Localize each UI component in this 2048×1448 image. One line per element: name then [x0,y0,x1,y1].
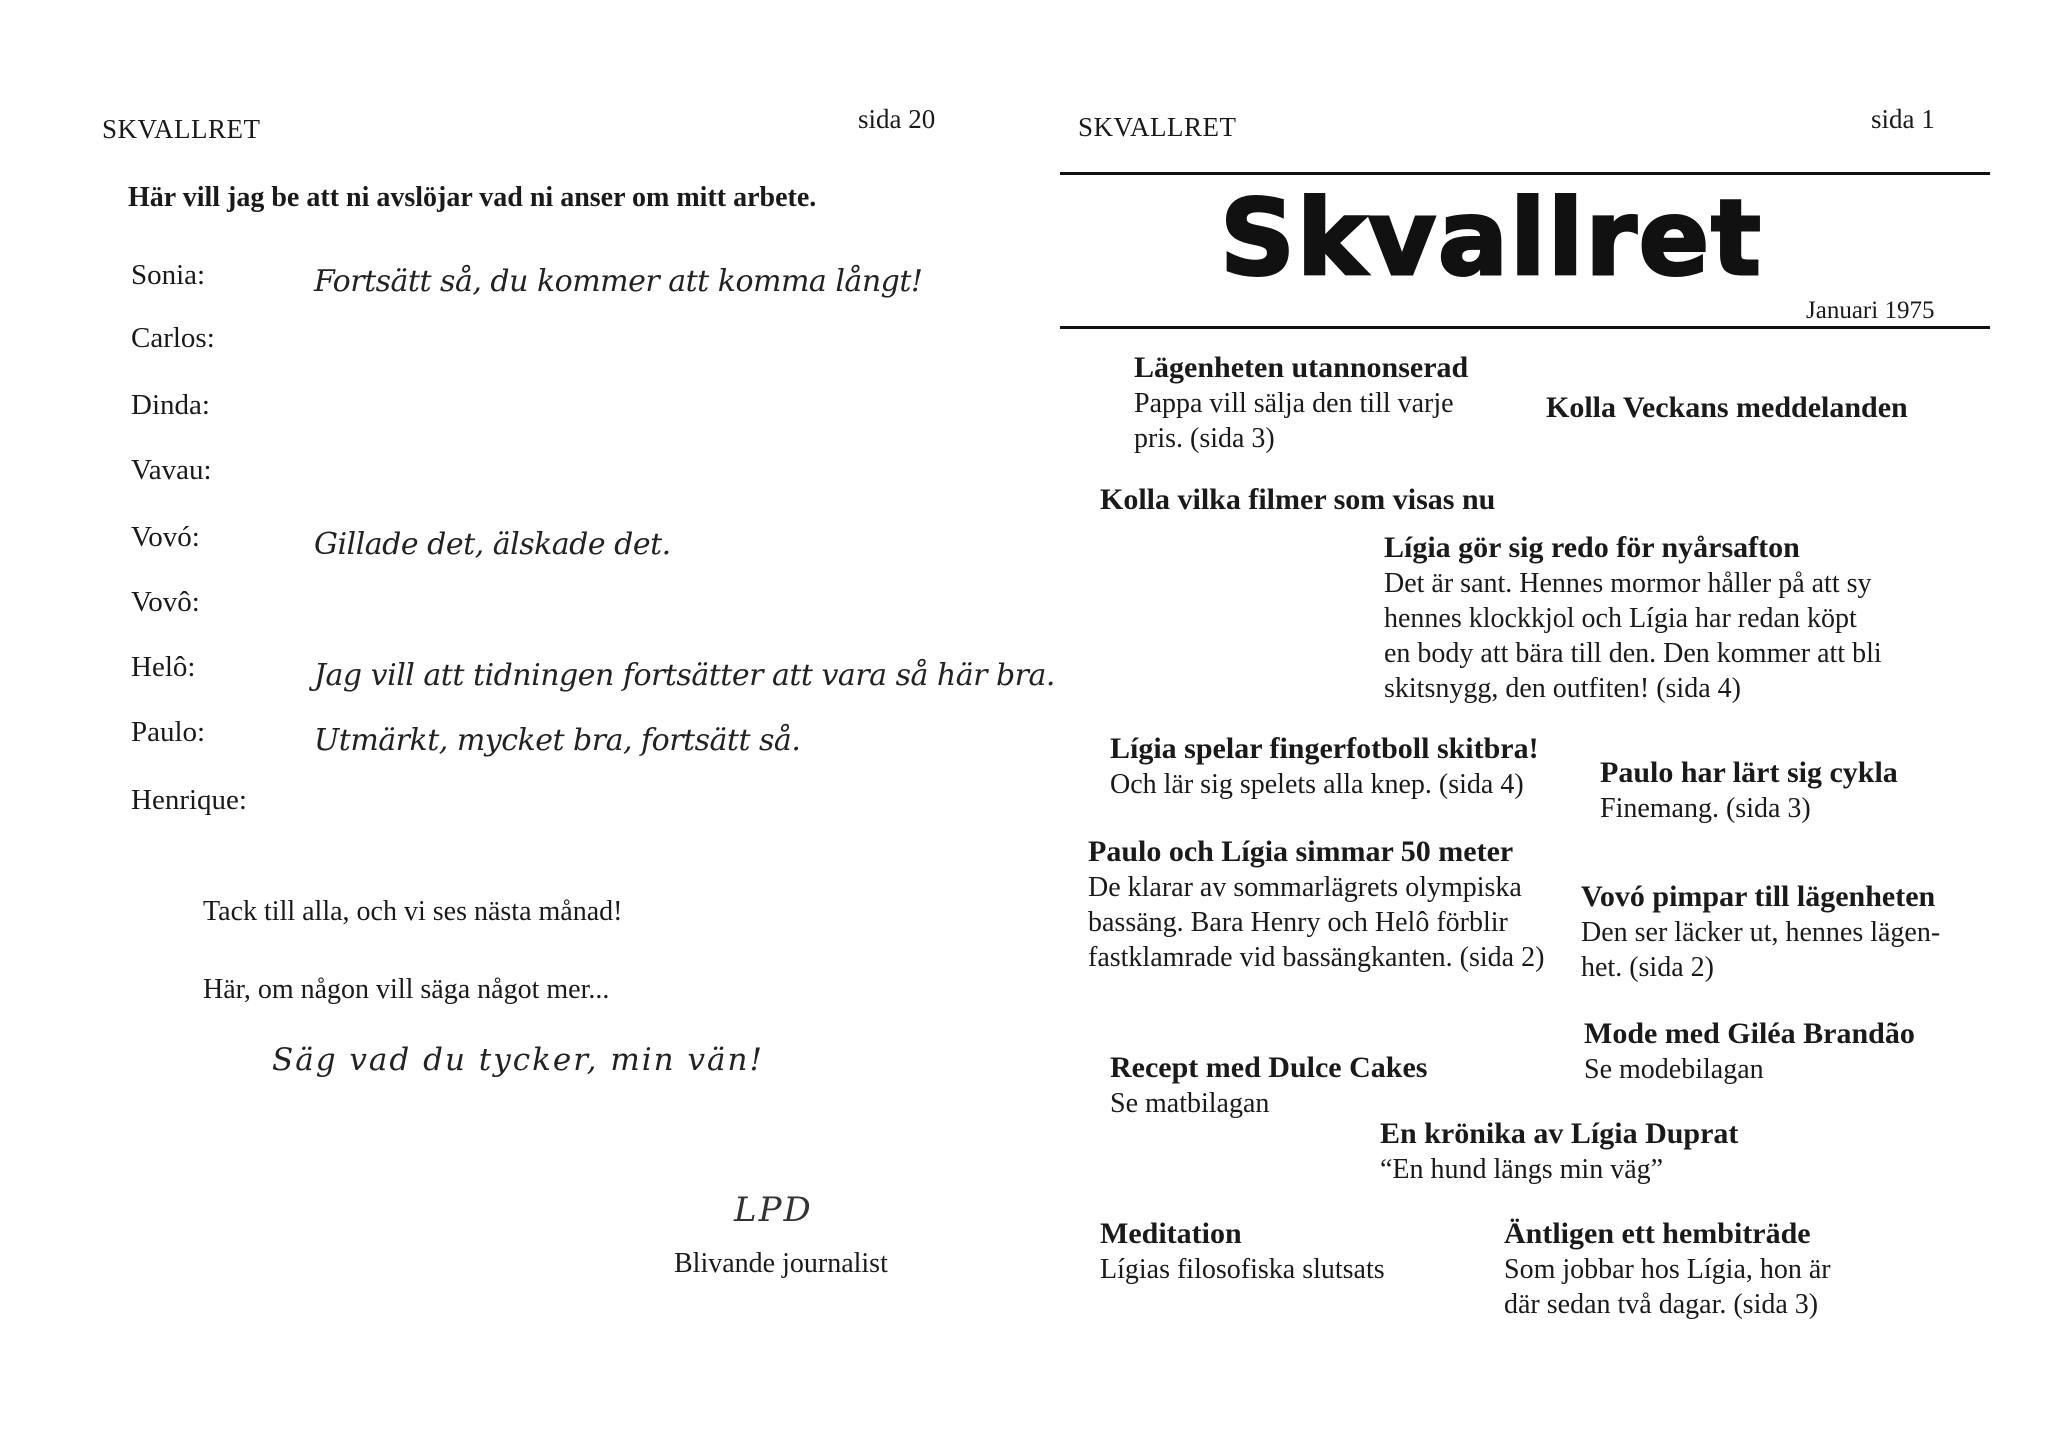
story-text: Den ser läcker ut, hennes lägen- het. (sida 2) [1581,917,1941,983]
intro-text: Här vill jag be att ni avslöjar vad ni anser om mitt arbete. [128,182,817,213]
signature-title: Blivande journalist [674,1248,888,1279]
page-number: sida 20 [858,104,936,134]
response-name: Helô: [131,651,196,683]
story-text: Lígias filosofiska slutsats [1100,1254,1385,1285]
story [1088,834,1544,975]
response-comment: Jag vill att tidningen fortsätter att vara så här bra. [314,658,1055,693]
masthead-title: Skvallret [1220,177,1763,299]
masthead-bottom-rule [1060,326,1990,329]
story [1100,1216,1385,1287]
issue-date: Januari 1975 [1806,297,1935,324]
story [1546,390,1908,426]
response-comment: Gillade det, älskade det. [314,527,671,562]
signature-initials: LPD [734,1190,813,1230]
story-text: “En hund längs min väg” [1380,1154,1664,1185]
story-text: Se modebilagan [1584,1054,1764,1085]
story-headline: Lígia gör sig redo för nyårsafton [1384,531,1800,564]
story-text: Pappa vill sälja den till varje pris. (sida 3) [1134,388,1454,454]
story [1504,1216,1831,1322]
story [1100,482,1495,518]
story [1134,350,1468,456]
story-headline: Lägenheten utannonserad [1134,351,1469,384]
story-headline: Kolla Veckans meddelanden [1546,391,1908,424]
story-text: Det är sant. Hennes mormor håller på att sy hennes klockkjol och Lígia har redan köpt en body att bära till den. Den kommer att bli skitsnygg, den outfiten! (sida 4) [1384,568,1882,704]
story [1380,1116,1738,1187]
story [1581,879,1940,985]
story-headline: En krönika av Lígia Duprat [1380,1117,1739,1150]
story [1584,1016,1915,1087]
masthead-top-rule [1060,172,1990,175]
response-comment: Utmärkt, mycket bra, fortsätt så. [314,723,801,758]
response-comment: Fortsätt så, du kommer att komma långt! [314,264,923,299]
running-head: SKVALLRET [102,114,261,144]
response-name: Vovô: [131,586,200,618]
response-name: Carlos: [131,322,215,354]
running-head: SKVALLRET [1078,112,1237,142]
story-headline: Meditation [1100,1217,1242,1250]
story-text: Finemang. (sida 3) [1600,793,1811,824]
response-name: Vavau: [131,454,212,486]
response-name: Henrique: [131,784,247,816]
story-headline: Lígia spelar fingerfotboll skitbra! [1110,732,1539,765]
story [1384,530,1882,706]
story-text: Se matbilagan [1110,1088,1270,1119]
story-headline: Kolla vilka filmer som visas nu [1100,483,1496,516]
story [1110,731,1539,802]
story-text: Och lär sig spelets alla knep. (sida 4) [1110,769,1524,800]
more-text: Här, om någon vill säga något mer... [203,974,610,1005]
story-text: Som jobbar hos Lígia, hon är där sedan två dagar. (sida 3) [1504,1254,1831,1320]
response-name: Dinda: [131,389,210,421]
story [1110,1050,1427,1121]
story-headline: Mode med Giléa Brandão [1584,1017,1915,1050]
response-name: Paulo: [131,716,206,748]
right-page [1024,0,2048,1448]
response-name: Vovó: [131,521,200,553]
tell-me-text: Säg vad du tycker, min vän! [272,1042,764,1078]
thanks-text: Tack till alla, och vi ses nästa månad! [203,896,623,927]
response-name: Sonia: [131,259,206,291]
story [1600,755,1898,826]
story-headline: Paulo har lärt sig cykla [1600,756,1898,789]
story-headline: Paulo och Lígia simmar 50 meter [1088,835,1514,868]
story-headline: Recept med Dulce Cakes [1110,1051,1428,1084]
story-text: De klarar av sommarlägrets olympiska bassäng. Bara Henry och Helô förblir fastklamrade vid bassängkanten. (sida 2) [1088,872,1545,973]
story-headline: Äntligen ett hembiträde [1504,1217,1811,1250]
story-headline: Vovó pimpar till lägenheten [1581,880,1936,913]
page-number: sida 1 [1871,104,1935,134]
